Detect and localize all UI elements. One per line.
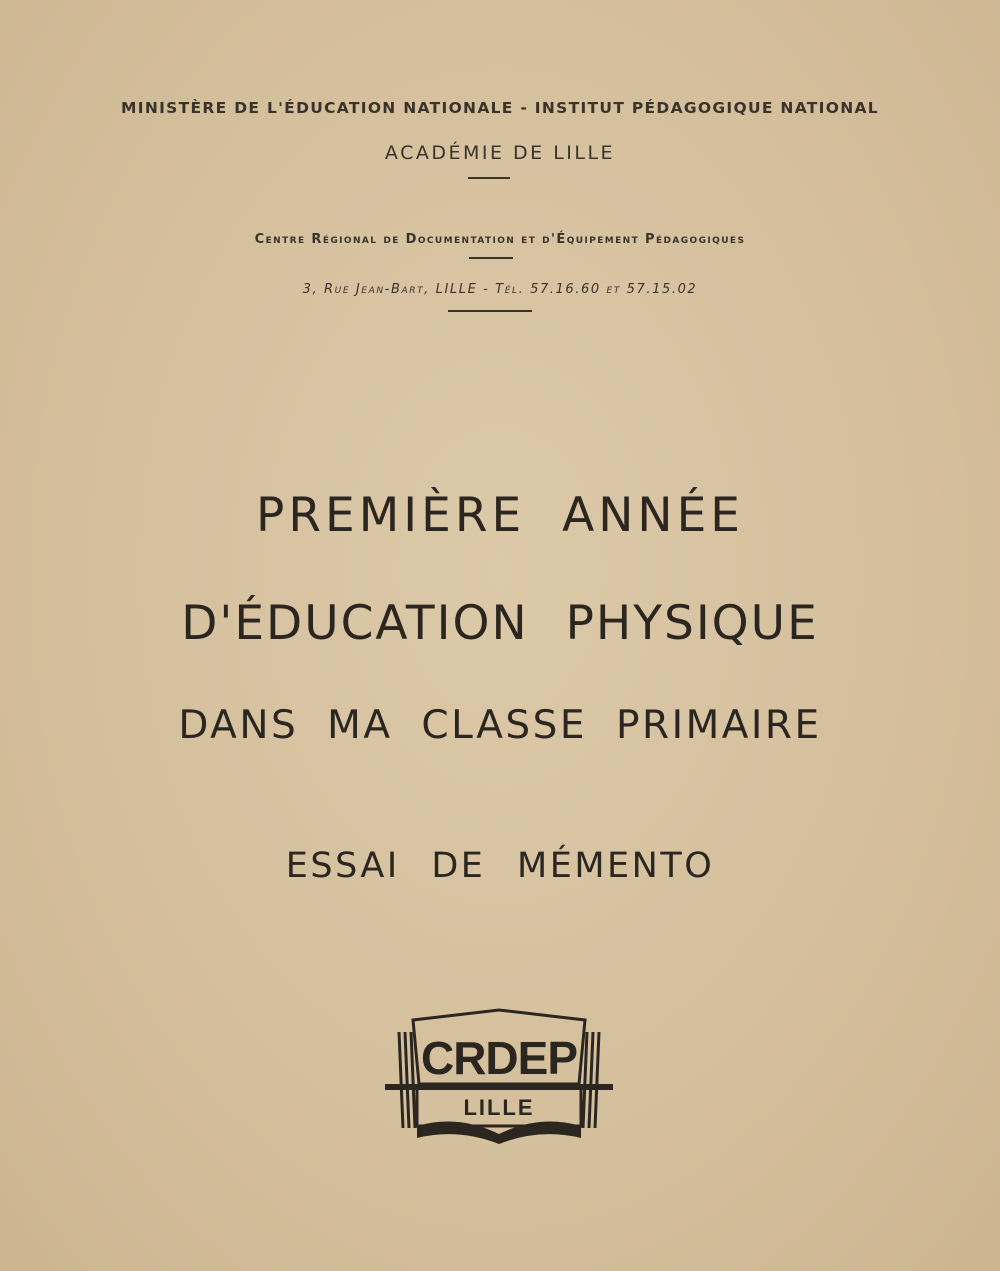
logo-name: CRDEP	[420, 1032, 578, 1084]
address-line: 3, Rue Jean-Bart, LILLE - Tél. 57.16.60 et 57.15.02	[302, 282, 698, 297]
logo-city: LILLE	[463, 1095, 535, 1120]
academy-name: ACADÉMIE DE LILLE	[384, 142, 616, 164]
divider-rule	[469, 257, 513, 259]
title-line-1: PREMIÈRE ANNÉE	[256, 488, 744, 543]
divider-rule	[468, 177, 510, 179]
title-line-3: DANS MA CLASSE PRIMAIRE	[178, 703, 822, 748]
centre-name: Centre Régional de Documentation et d'Équipement Pédagogiques	[254, 232, 746, 247]
crdep-logo	[383, 1008, 615, 1148]
ministry-header: MINISTÈRE DE L'ÉDUCATION NATIONALE - INSTITUT PÉDAGOGIQUE NATIONAL	[121, 99, 879, 117]
divider-rule	[448, 310, 532, 312]
title-line-2: D'ÉDUCATION PHYSIQUE	[181, 596, 819, 651]
subtitle: ESSAI DE MÉMENTO	[285, 846, 715, 886]
